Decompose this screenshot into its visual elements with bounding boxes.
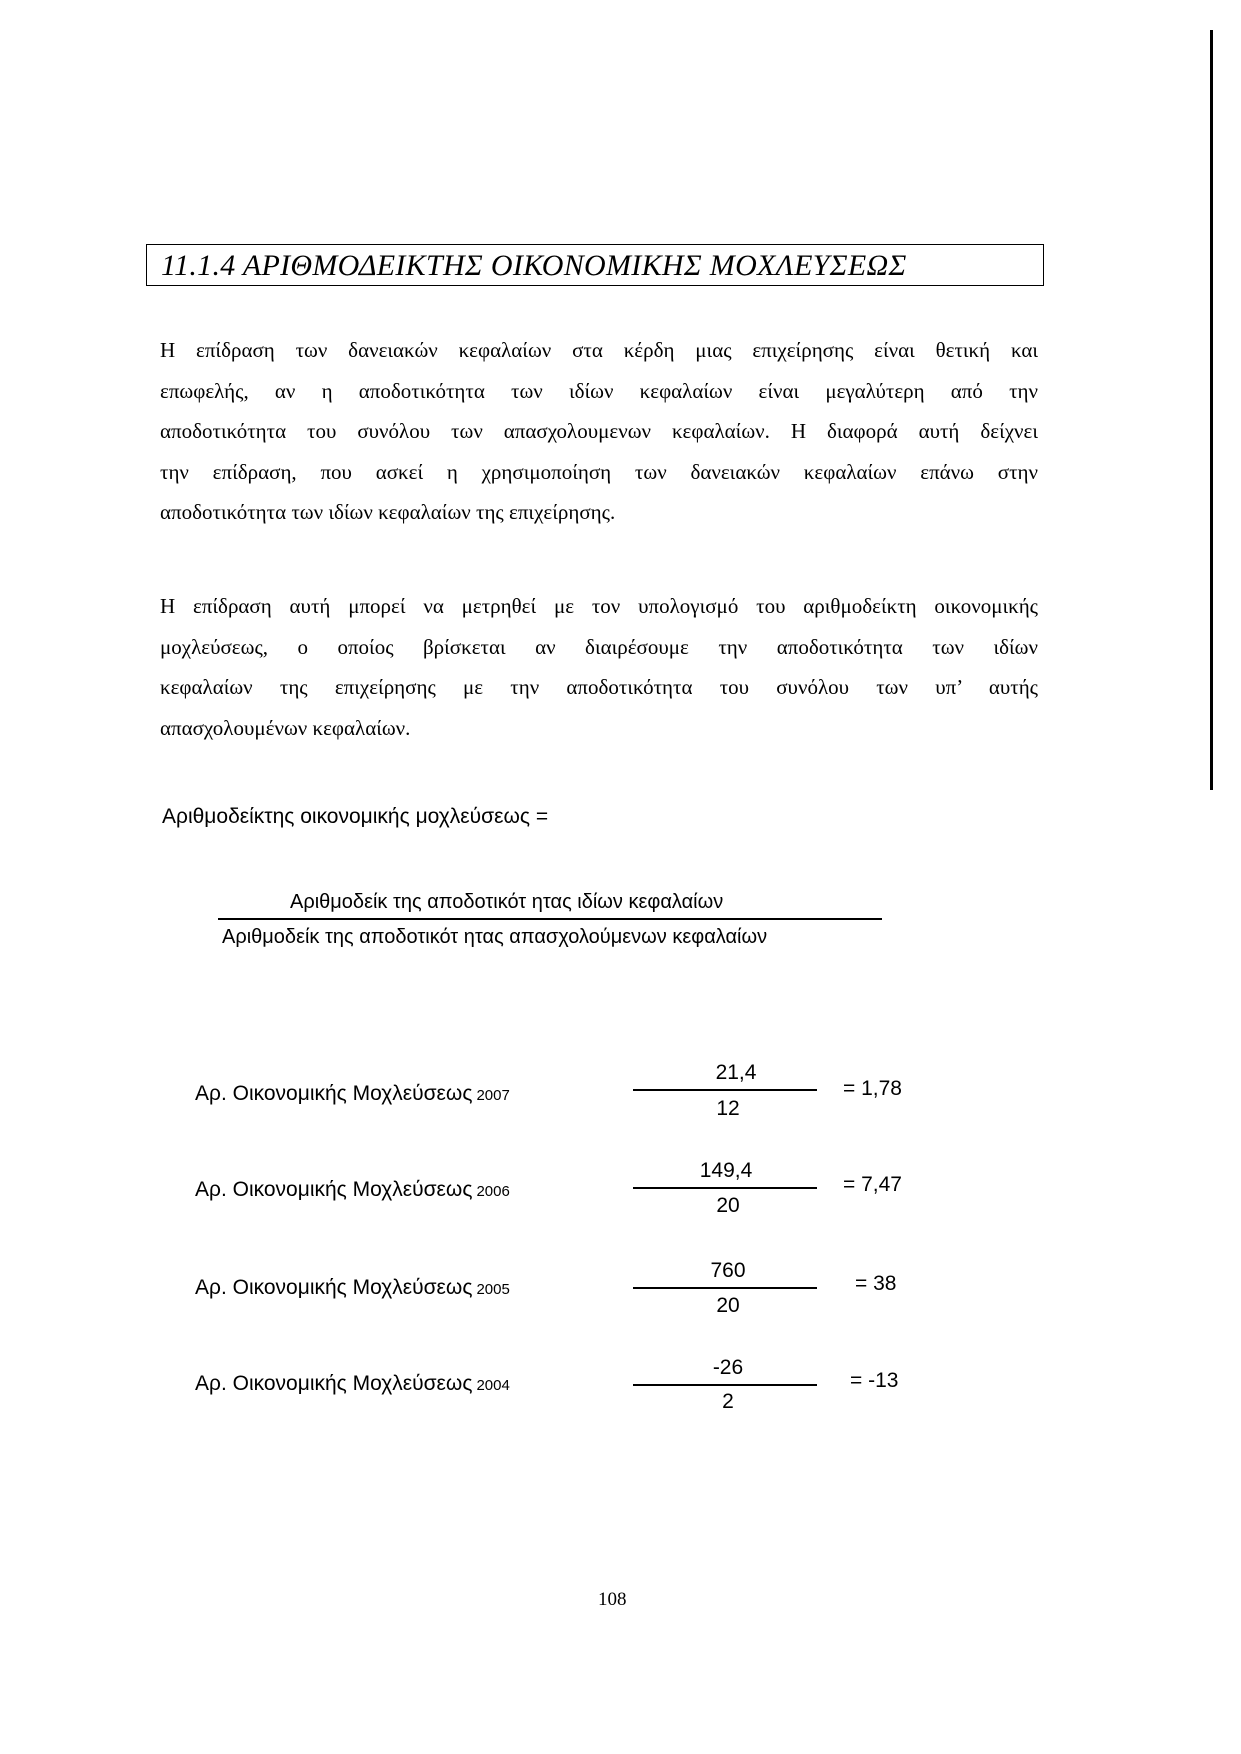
section-heading: 11.1.4 ΑΡΙΘΜΟΔΕΙΚΤΗΣ ΟΙΚΟΝΟΜΙΚΗΣ ΜΟΧΛΕΥΣΕΩΣ: [161, 249, 907, 282]
paragraph-2-line: Η επίδραση αυτή μπορεί να μετρηθεί με τον υπολογισμό του αριθμοδείκτη οικονομικής: [160, 594, 1038, 618]
calc-fraction-line: [633, 1287, 817, 1289]
page-number: 108: [598, 1589, 627, 1610]
paragraph-1-line: την επίδραση, που ασκεί η χρησιμοποίηση των δανειακών κεφαλαίων επάνω στην: [160, 459, 1038, 484]
paragraph-2-line: απασχολουμένων κεφαλαίων.: [160, 715, 411, 740]
scan-edge-line: [1210, 30, 1213, 790]
calc-numerator: 760: [710, 1259, 746, 1282]
paragraph-1-line: Η επίδραση των δανειακών κεφαλαίων στα κέρδη μιας επιχείρησης είναι θετική και: [160, 338, 1038, 362]
formula-denominator: Αριθμοδείκ της αποδοτικότ ητας απασχολούμενων κεφαλαίων: [222, 926, 768, 948]
calc-result: = 1,78: [843, 1077, 902, 1100]
formula-label: Αριθμοδείκτης οικονομικής μοχλεύσεως =: [162, 805, 549, 828]
paragraph-2-line: μοχλεύσεως, ο οποίος βρίσκεται αν διαιρέσουμε την αποδοτικότητα των ιδίων: [160, 634, 1038, 659]
formula-fraction-line: [218, 918, 882, 920]
calc-result: = 38: [855, 1272, 897, 1295]
calc-label-2004: [195, 1372, 510, 1396]
calc-denominator: 2: [722, 1390, 734, 1413]
paragraph-1-line: αποδοτικότητα του συνόλου των απασχολουμενων κεφαλαίων. Η διαφορά αυτή δείχνει: [160, 419, 1038, 443]
calc-label-2005: [195, 1276, 510, 1300]
calc-year: 2007: [476, 1087, 510, 1104]
calc-denominator: 12: [716, 1097, 740, 1120]
calc-result: = -13: [850, 1369, 899, 1392]
calc-numerator: -26: [712, 1356, 744, 1379]
calc-label-text: Αρ. Οικονομικής Μοχλεύσεως: [195, 1372, 473, 1395]
calc-denominator: 20: [716, 1294, 740, 1317]
paragraph-1-line: αποδοτικότητα των ιδίων κεφαλαίων της επιχείρησης.: [160, 500, 616, 524]
calc-fraction-line: [633, 1089, 817, 1091]
calc-result: = 7,47: [843, 1173, 902, 1196]
paragraph-1-line: επωφελής, αν η αποδοτικότητα των ιδίων κεφαλαίων είναι μεγαλύτερη από την: [160, 378, 1038, 403]
calc-year: 2005: [476, 1281, 510, 1298]
paragraph-2-line: κεφαλαίων της επιχείρησης με την αποδοτικότητα του συνόλου των υπ’ αυτής: [160, 675, 1038, 699]
calc-denominator: 20: [716, 1194, 740, 1217]
calc-year: 2004: [476, 1377, 510, 1394]
calc-label-text: Αρ. Οικονομικής Μοχλεύσεως: [195, 1178, 473, 1201]
calc-label-2006: [195, 1178, 510, 1202]
calc-label-text: Αρ. Οικονομικής Μοχλεύσεως: [195, 1276, 473, 1299]
calc-year: 2006: [476, 1183, 510, 1200]
calc-label-2007: [195, 1082, 510, 1106]
formula-numerator: Αριθμοδείκ της αποδοτικότ ητας ιδίων κεφαλαίων: [290, 891, 724, 913]
calc-numerator: 149,4: [699, 1159, 753, 1182]
calc-numerator: 21,4: [715, 1061, 757, 1084]
paragraph-1: [160, 330, 1038, 533]
section-heading-box: [146, 244, 1044, 286]
calc-fraction-line: [633, 1384, 817, 1386]
calc-fraction-line: [633, 1187, 817, 1189]
paragraph-2: [160, 586, 1038, 748]
calc-label-text: Αρ. Οικονομικής Μοχλεύσεως: [195, 1082, 473, 1105]
